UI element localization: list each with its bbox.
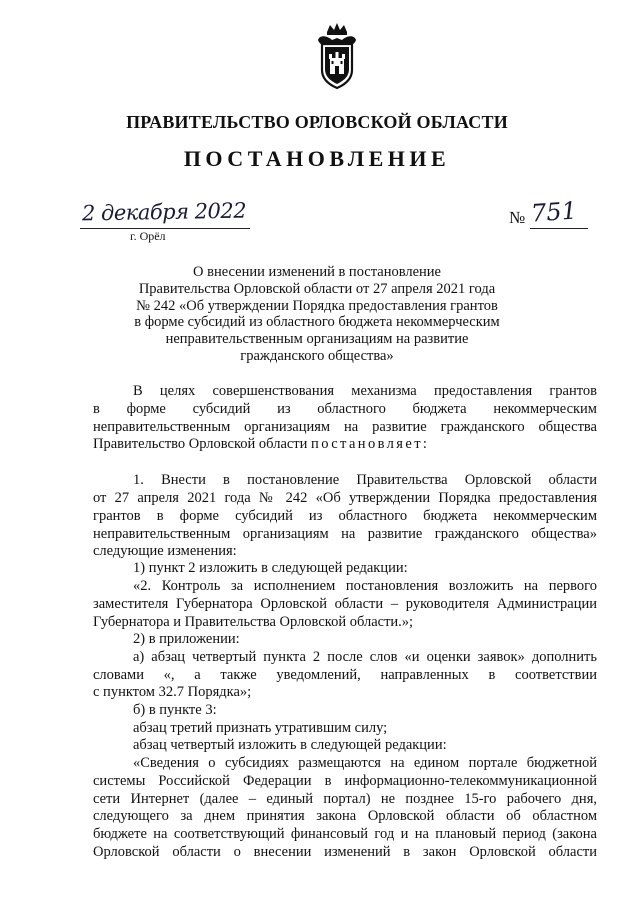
preamble-keyword: постановляет: xyxy=(311,436,430,452)
body-line: от 27 апреля 2021 года № 242 «Об утверждении Порядка предоставления xyxy=(93,490,597,506)
body-line: системы Российской Федерации в информационно-телекоммуникационной xyxy=(93,773,597,789)
preamble-line: В целях совершенствования механизма предоставления грантов xyxy=(133,383,597,399)
document-subject xyxy=(0,264,634,365)
body-line: абзац третий признать утратившим силу; xyxy=(133,720,388,736)
document-type: ПОСТАНОВЛЕНИЕ xyxy=(183,146,451,171)
subject-line: О внесении изменений в постановление xyxy=(193,264,441,280)
body-line: «2. Контроль за исполнением постановления возложить на первого xyxy=(133,578,597,594)
preamble-last-line xyxy=(93,436,597,453)
city-label: г. Орёл xyxy=(130,229,166,243)
body-line: словами «, а также уведомлений, направленных в соответствии xyxy=(93,667,597,683)
body-line: 1) пункт 2 изложить в следующей редакции: xyxy=(133,560,408,576)
body-line: следующего за днем принятия закона Орловской области об областном xyxy=(93,808,597,824)
coat-of-arms-icon xyxy=(312,22,362,90)
body-line: следующие изменения: xyxy=(93,543,237,559)
subject-line: гражданского общества» xyxy=(240,347,394,364)
body-line: заместителя Губернатора Орловской области – руководителя Администрации xyxy=(93,596,597,612)
body-line: 1. Внести в постановление Правительства Орловской области xyxy=(133,472,597,488)
subject-line: № 242 «Об утверждении Порядка предоставления грантов xyxy=(136,297,498,314)
number-underline xyxy=(530,228,588,229)
body-line: Орловской области о внесении изменений в закон Орловской области xyxy=(93,844,597,860)
organization-title: ПРАВИТЕЛЬСТВО ОРЛОВСКОЙ ОБЛАСТИ xyxy=(126,112,508,132)
body-line: 2) в приложении: xyxy=(133,631,240,647)
body-line: абзац четвертый изложить в следующей редакции: xyxy=(133,737,447,753)
number-sign: № xyxy=(509,208,526,227)
handwritten-date: 2 декабря 2022 xyxy=(81,198,247,226)
preamble-line: в форме субсидий из областного бюджета некоммерческим xyxy=(93,401,597,417)
preamble-text: Правительство Орловской области xyxy=(93,436,312,452)
body-line: б) в пункте 3: xyxy=(133,702,217,718)
body-line: сети Интернет (далее – единый портал) не позднее 15-го рабочего дня, xyxy=(93,791,597,807)
body-line: с пунктом 32.7 Порядка»; xyxy=(93,684,252,700)
handwritten-number: 751 xyxy=(530,196,578,228)
body-line: Губернатора и Правительства Орловской области.»; xyxy=(93,614,414,630)
subject-line: неправительственным организациям на развитие xyxy=(165,331,469,348)
body-line: грантов в форме субсидий из областного бюджета некоммерческим xyxy=(93,508,597,524)
preamble-line: неправительственным организациям на развитие гражданского общества xyxy=(93,419,597,435)
body-line: неправительственным организациям на развитие гражданского общества» xyxy=(93,526,597,542)
body-line: а) абзац четвертый пункта 2 после слов «и оценки заявок» дополнить xyxy=(133,649,597,665)
body-line: «Сведения о субсидиях размещаются на едином портале бюджетной xyxy=(133,755,597,771)
body-line: бюджете на соответствующий финансовый год и на плановый период (закона xyxy=(93,826,597,842)
subject-line: в форме субсидий из областного бюджета некоммерческим xyxy=(134,314,500,331)
subject-line: Правительства Орловской области от 27 апреля 2021 года xyxy=(138,280,496,297)
